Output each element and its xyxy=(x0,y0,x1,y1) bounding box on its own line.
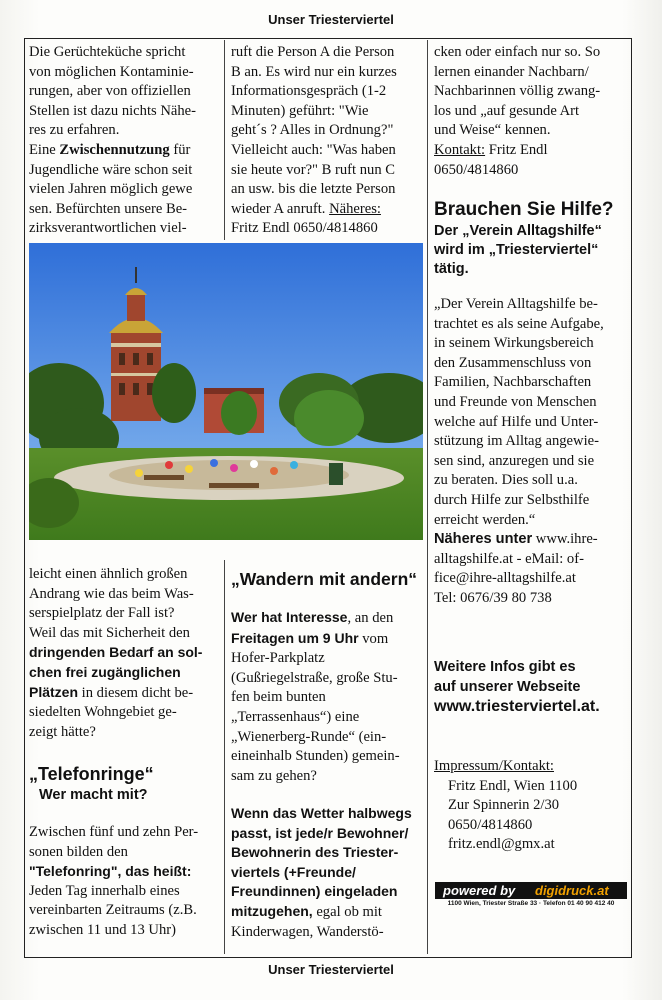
powered-text: powered by xyxy=(443,883,516,898)
impressum-line: 0650/4814860 xyxy=(448,816,533,833)
hilfe-section xyxy=(434,198,630,279)
impressum xyxy=(434,757,630,855)
text-line: „Terrassenhaus“) eine xyxy=(231,708,360,725)
text-line: Jeden Tag innerhalb eines xyxy=(29,882,180,899)
text-line: sen sind, anzuregen und sie xyxy=(434,452,595,469)
text-line: Weil das mit Sicherheit den xyxy=(29,624,190,641)
telefon-title: „Telefonringe“ xyxy=(29,764,154,784)
text-line: Die Gerüchteküche spricht xyxy=(29,44,186,60)
park-photo xyxy=(29,243,423,540)
text-line: Jugendliche wäre schon seit xyxy=(29,161,193,178)
text-line: an usw. bis die letzte Person xyxy=(231,181,396,198)
bold-term: Freitagen um 9 Uhr xyxy=(231,629,359,646)
text-line: „Der Verein Alltagshilfe be- xyxy=(434,296,598,312)
text-line: rungen, aber von offiziellen xyxy=(29,83,191,100)
text-line: fen beim bunten xyxy=(231,689,326,706)
text-line: Stellen ist dazu nichts Nähe- xyxy=(29,102,196,119)
powered-by-logo xyxy=(435,882,627,910)
text-line: Freundinnen) eingeladen xyxy=(231,883,398,900)
text-span: vom xyxy=(358,630,389,647)
text-line: vereinbarten Zeitraums (z.B. xyxy=(29,902,197,919)
text-line: zwischen 11 und 13 Uhr) xyxy=(29,921,176,938)
telefon-subtitle: Wer macht mit? xyxy=(39,787,148,803)
text-line: sam zu gehen? xyxy=(231,767,317,784)
text-line: cken oder einfach nur so. So xyxy=(434,44,601,60)
bold-term: Wer hat Interesse xyxy=(231,609,348,625)
col1-top-text xyxy=(29,43,224,239)
text-line: B an. Es wird nur ein kurzes xyxy=(231,63,397,80)
text-line: Vielleicht auch: "Was haben xyxy=(231,141,396,158)
powered-address: 1100 Wien, Triester Straße 33 · Telefon 01 40 90 412 40 xyxy=(447,900,615,907)
text-line: den Zusammenschluss von xyxy=(434,354,592,371)
naeheres-label: Näheres: xyxy=(329,200,381,217)
naeheres-bold: Näheres unter xyxy=(434,531,533,548)
page-header: Unser Triesterviertel xyxy=(268,12,394,27)
text-line: sen. Befürchten unsere Be- xyxy=(29,200,188,217)
text-line: sie heute vor?" B ruft nun C xyxy=(231,161,396,178)
text-line: ruft die Person A die Person xyxy=(231,44,395,60)
text-line: Andrang wie das beim Was- xyxy=(29,585,194,602)
text-line: und Weise“ kennen. xyxy=(434,122,551,139)
bold-term: mitzugehen, xyxy=(231,902,313,919)
text-line: Minuten) geführt: "Wie xyxy=(231,102,369,119)
kontakt-label: Kontakt: xyxy=(434,141,486,158)
text-line: Kinderwagen, Wanderstö- xyxy=(231,923,384,940)
text-line: Wenn das Wetter halbwegs xyxy=(231,805,412,821)
text-line xyxy=(231,608,426,629)
text-line: trachtet es als seine Aufgabe, xyxy=(434,315,604,332)
text-line: (Gußriegelstraße, große Stu- xyxy=(231,669,398,686)
col2-top-text xyxy=(231,43,426,239)
text-line: "Telefonring", das heißt: xyxy=(29,863,192,880)
text-line: sonen bilden den xyxy=(29,843,128,860)
phone-line: Tel: 0676/39 80 738 xyxy=(434,589,552,606)
col3-top-text xyxy=(434,43,629,180)
website-link[interactable]: www.triesterviertel.at. xyxy=(434,698,600,715)
text-line: Zwischen fünf und zehn Per- xyxy=(29,824,199,840)
text-line xyxy=(231,200,426,220)
column-rule-1b xyxy=(224,560,225,954)
hilfe-subtitle: tätig. xyxy=(434,261,469,277)
text-line: Familien, Nachbarschaften xyxy=(434,374,592,391)
text-line: los und „auf gesunde Art xyxy=(434,102,580,119)
text-line: zirksverantwortlichen viel- xyxy=(29,220,187,237)
text-line: stützung im Alltag angewie- xyxy=(434,433,599,450)
text-line: und Freunde von Menschen xyxy=(434,393,597,410)
text-span: , an den xyxy=(347,610,394,626)
text-span: Fritz Endl xyxy=(485,141,548,158)
contact-line: 0650/4814860 xyxy=(434,161,519,178)
text-line: viertels (+Freunde/ xyxy=(231,863,356,880)
email-line[interactable]: fice@ihre-alltagshilfe.at xyxy=(434,570,576,587)
text-line xyxy=(29,683,224,704)
text-line: res zu erfahren. xyxy=(29,122,120,139)
wandern-body xyxy=(231,608,426,786)
text-line: Weitere Infos gibt es xyxy=(434,659,576,675)
text-line: Nachbarinnen völlig zwang- xyxy=(434,83,601,100)
text-line: Hofer-Parkplatz xyxy=(231,650,325,667)
column-rule-1 xyxy=(224,40,225,240)
text-line: durch Hilfe zur Selbsthilfe xyxy=(434,491,590,508)
text-line: Bewohnerin des Triester- xyxy=(231,844,399,861)
text-line: Informationsgespräch (1-2 xyxy=(231,83,387,100)
text-line: lernen einander Nachbarn/ xyxy=(434,63,589,80)
text-line: passt, ist jede/r Bewohner/ xyxy=(231,824,409,841)
text-line: „Wienerberg-Runde“ (ein- xyxy=(231,728,387,745)
text-line: auf unserer Webseite xyxy=(434,679,581,695)
text-line: dringenden Bedarf an sol- xyxy=(29,644,203,661)
digidruck-brand: digidruck.at xyxy=(535,883,609,898)
text-line xyxy=(434,530,630,550)
hilfe-body xyxy=(434,295,630,609)
bold-term: Zwischennutzung xyxy=(59,141,170,158)
text-line: zeigt hätte? xyxy=(29,723,96,740)
text-line: vielen Jahren möglich gewe xyxy=(29,181,193,198)
page-footer: Unser Triesterviertel xyxy=(268,962,394,977)
bold-term: Plätzen xyxy=(29,683,79,700)
impressum-line: Zur Spinnerin 2/30 xyxy=(448,797,560,814)
wandern-section xyxy=(231,567,426,591)
text-line xyxy=(434,141,629,161)
hilfe-subtitle: Der „Verein Alltagshilfe“ xyxy=(434,223,602,239)
text-line: leicht einen ähnlich großen xyxy=(29,566,188,582)
text-span: in diesem dicht be- xyxy=(78,684,194,701)
text-span: Eine xyxy=(29,141,60,158)
text-line: erreicht werden.“ xyxy=(434,511,536,528)
url-link[interactable]: www.ihre- xyxy=(532,531,598,548)
text-span: wieder A anruft. xyxy=(231,200,330,217)
powered-bar xyxy=(435,882,627,899)
telefon-section xyxy=(29,762,224,805)
text-line: chen frei zugänglichen xyxy=(29,663,181,680)
text-span: egal ob mit xyxy=(312,903,382,920)
text-line xyxy=(231,902,426,923)
column-rule-2 xyxy=(427,40,428,954)
wandern-weather xyxy=(231,804,426,942)
text-line: welche auf Hilfe und Unter- xyxy=(434,413,599,430)
col1-bottom-text xyxy=(29,565,224,742)
impressum-email[interactable]: fritz.endl@gmx.at xyxy=(448,836,555,853)
text-line xyxy=(231,629,426,650)
text-line xyxy=(29,141,224,161)
text-line: von möglichen Kontaminie- xyxy=(29,63,194,80)
water-tower-park-image xyxy=(29,243,423,540)
wandern-title: „Wandern mit andern“ xyxy=(231,569,418,589)
email-line[interactable]: alltagshilfe.at - eMail: of- xyxy=(434,550,584,567)
impressum-label: Impressum/Kontakt: xyxy=(434,758,554,774)
text-line: geht´s ? Alles in Ordnung?" xyxy=(231,122,394,139)
text-line: eineinhalb Stunden) gemein- xyxy=(231,748,400,765)
weitere-infos xyxy=(434,657,630,717)
text-line: zu beraten. Dies soll u.a. xyxy=(434,472,578,489)
telefon-body xyxy=(29,823,224,941)
hilfe-subtitle: wird im „Triesterviertel“ xyxy=(434,242,599,258)
text-span: für xyxy=(169,141,191,158)
contact-line: Fritz Endl 0650/4814860 xyxy=(231,220,378,237)
impressum-line: Fritz Endl, Wien 1100 xyxy=(448,777,578,794)
text-line: in seinem Wirkungsbereich xyxy=(434,335,594,352)
text-line: serspielplatz der Fall ist? xyxy=(29,605,175,622)
text-line: siedelten Wohngebiet ge- xyxy=(29,704,177,721)
hilfe-title: Brauchen Sie Hilfe? xyxy=(434,199,614,220)
